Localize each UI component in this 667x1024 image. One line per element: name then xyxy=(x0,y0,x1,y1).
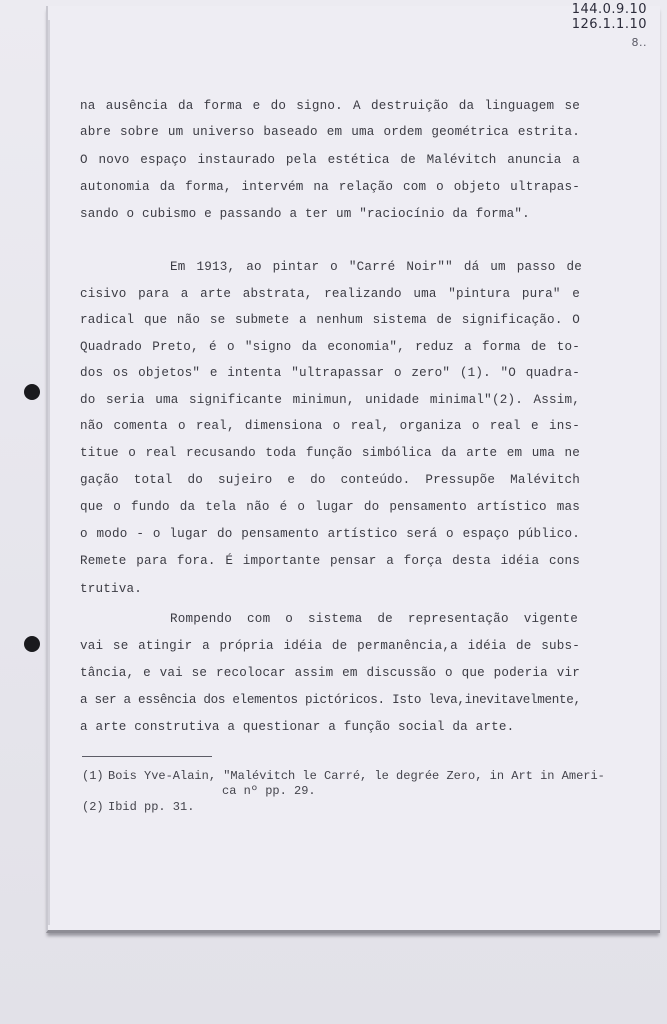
footnote-text: Ibid pp. 31. xyxy=(108,800,195,814)
body-line: do seria uma significante minimun, unidade minimal"(2). Assim, xyxy=(80,393,580,407)
punch-hole-bottom xyxy=(24,636,40,652)
body-line: abre sobre um universo baseado em uma ordem geométrica estrita. xyxy=(80,125,580,139)
body-line: cisivo para a arte abstrata, realizando uma "pintura pura" e xyxy=(80,287,580,301)
body-line: a ser a essência dos elementos pictóricos. Isto leva,inevitavelmente, xyxy=(80,693,581,707)
body-line: gação total do sujeiro e do conteúdo. Pressupõe Malévitch xyxy=(80,473,580,487)
body-line: na ausência da forma e do signo. A destruição da linguagem se xyxy=(80,99,580,113)
body-line: dos os objetos" e intenta "ultrapassar o zero" (1). "O quadra- xyxy=(80,366,580,380)
body-line: que o fundo da tela não é o lugar do pensamento artístico mas xyxy=(80,500,580,514)
footnote-1 xyxy=(82,769,605,784)
punch-hole-top xyxy=(24,384,40,400)
body-line: radical que não se submete a nenhum sistema de significação. O xyxy=(80,313,580,327)
footnote-number: (1) xyxy=(82,769,104,783)
body-line: autonomia da forma, intervém na relação com o objeto ultrapas- xyxy=(80,180,580,194)
archive-ref-line-2: 126.1.1.10 xyxy=(571,17,647,32)
body-line: trutiva. xyxy=(80,582,143,596)
body-line: Quadrado Preto, é o "signo da economia", reduz a forma de to- xyxy=(80,340,580,354)
body-line: o modo - o lugar do pensamento artístico será o espaço público. xyxy=(80,527,580,541)
body-line: O novo espaço instaurado pela estética de Malévitch anuncia a xyxy=(80,153,580,167)
footnote-1-continuation: ca nº pp. 29. xyxy=(222,784,316,798)
footnote-2 xyxy=(82,800,592,815)
page-number: 8.. xyxy=(631,36,647,49)
footnote-rule xyxy=(82,756,212,757)
footnote-number: (2) xyxy=(82,800,104,814)
body-line: Rompendo com o sistema de representação vigente xyxy=(170,612,578,626)
body-line: sando o cubismo e passando a ter um "raciocínio da forma". xyxy=(80,207,530,221)
body-line: titue o real recusando toda função simbólica da arte em uma ne xyxy=(80,446,580,460)
archive-ref-line-1: 144.0.9.10 xyxy=(571,2,647,17)
body-line: vai se atingir a própria idéia de permanência,a idéia de subs- xyxy=(80,639,580,653)
body-line: Remete para fora. É importante pensar a força desta idéia cons xyxy=(80,554,580,568)
margin-line xyxy=(48,20,50,925)
body-line: não comenta o real, dimensiona o real, organiza o real e ins- xyxy=(80,419,580,433)
body-line: Em 1913, ao pintar o "Carré Noir"" dá um passo de xyxy=(170,260,582,274)
body-line: a arte construtiva a questionar a função social da arte. xyxy=(80,720,515,734)
body-line: tância, e vai se recolocar assim em discussão o que poderia vir xyxy=(80,666,580,680)
footnote-text: Bois Yve-Alain, "Malévitch le Carré, le degrée Zero, in Art in Ameri- xyxy=(108,769,605,783)
archive-reference xyxy=(572,2,647,50)
